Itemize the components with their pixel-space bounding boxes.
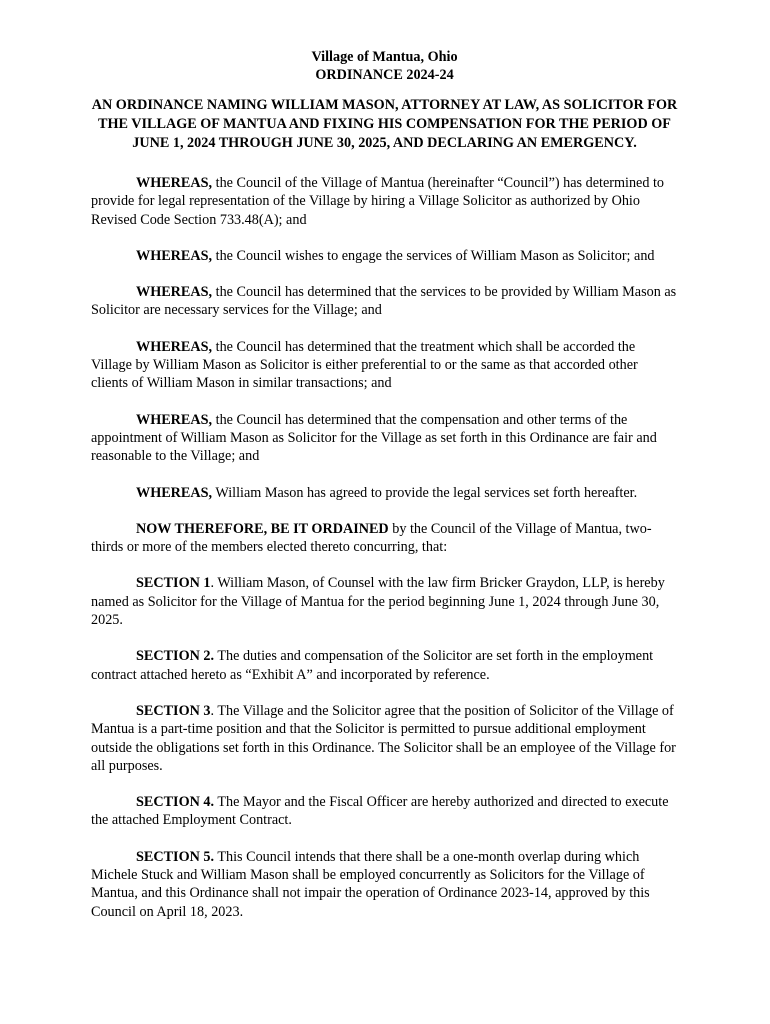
ordinance-title: AN ORDINANCE NAMING WILLIAM MASON, ATTORNEY AT LAW, AS SOLICITOR FOR THE VILLAGE OF MANTUA AND FIXING HIS COMPENSATION FOR THE PERIOD OF JUNE 1, 2024 THROUGH JUNE 30, 2025, AND DECLARING AN EMERGENCY. [91,97,678,151]
whereas-paragraph: WHEREAS, William Mason has agreed to provide the legal services set forth hereafter. [136,484,638,501]
whereas-paragraph: WHEREAS, the Council of the Village of Mantua (hereinafter “Council”) has determined to provide for legal representation of the Village by hiring a Village Solicitor as authorized by Ohio Revised Code Section 733.48(A); and [91,175,665,228]
section-5: SECTION 5. This Council intends that there shall be a one-month overlap during which Michele Stuck and William Mason shall be employed concurrently as Solicitors for the Village of Mantua, and this Ordinance shall not impair the operation of Ordinance 2023-14, approved by this Council on April 18, 2023. [91,848,650,920]
whereas-paragraph: WHEREAS, the Council has determined that the treatment which shall be accorded the Village by William Mason as Solicitor is either preferential to or the same as that accorded other clients of William Mason in similar transactions; and [91,338,638,392]
section-3: SECTION 3. The Village and the Solicitor agree that the position of Solicitor of the Village of Mantua is a part-time position and that the Solicitor is permitted to pursue additional employment outside the obligations set forth in this Ordinance. The Solicitor shall be an employee of the Village for all purposes. [91,702,676,774]
whereas-paragraph: WHEREAS, the Council has determined that the services to be provided by William Mason as Solicitor are necessary services for the Village; and [91,284,677,319]
whereas-paragraph: WHEREAS, the Council has determined that the compensation and other terms of the appointment of William Mason as Solicitor for the Village as set forth in this Ordinance are fair and reasonable to the Village; and [91,411,657,465]
section-4: SECTION 4. The Mayor and the Fiscal Officer are hereby authorized and directed to execute the attached Employment Contract. [91,794,669,829]
section-1: SECTION 1. William Mason, of Counsel with the law firm Bricker Graydon, LLP, is hereby named as Solicitor for the Village of Mantua for the period beginning June 1, 2024 through June 30, 2025. [91,575,665,629]
document-header [91,0,678,84]
whereas-paragraph: WHEREAS, the Council wishes to engage the services of William Mason as Solicitor; and [136,247,655,264]
village-name: Village of Mantua, Ohio [311,49,458,65]
section-2: SECTION 2. The duties and compensation of the Solicitor are set forth in the employment contract attached hereto as “Exhibit A” and incorporated by reference. [91,648,654,683]
ordinance-number: ORDINANCE 2024-24 [315,67,454,83]
ordained-paragraph: NOW THEREFORE, BE IT ORDAINED by the Council of the Village of Mantua, two-thirds or more of the members elected thereto concurring, that: [91,520,652,556]
